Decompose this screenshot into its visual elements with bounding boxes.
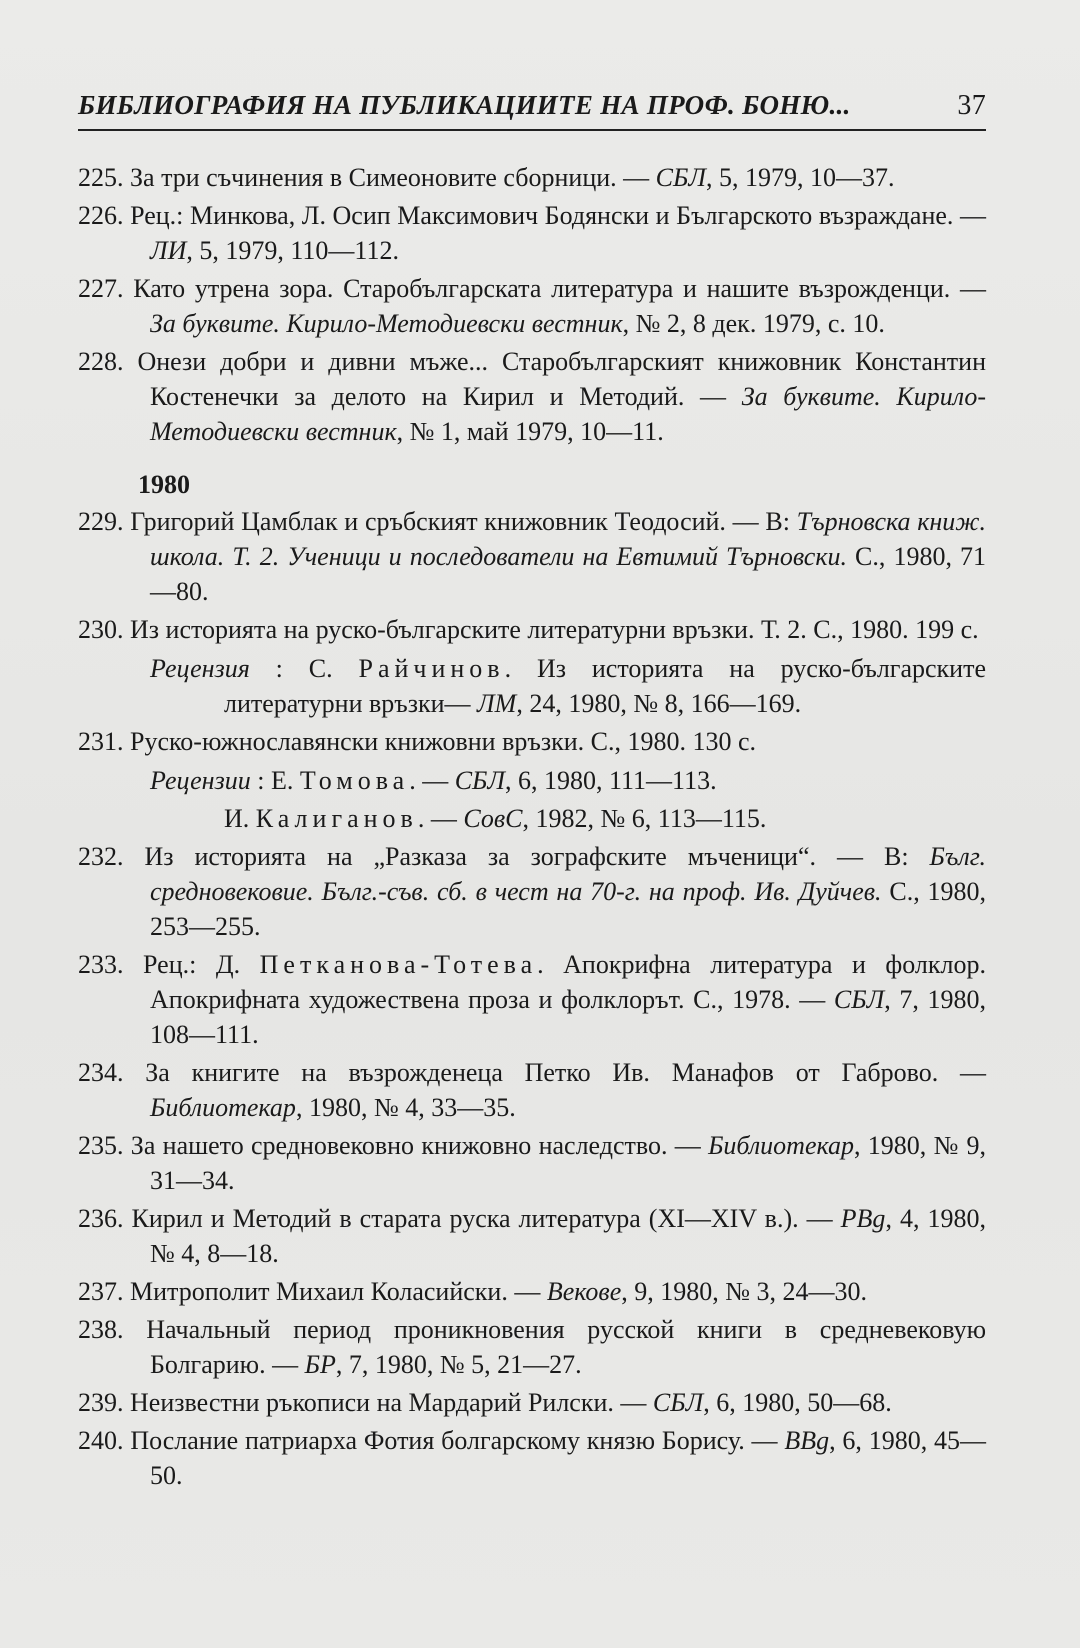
year-heading: 1980 [138, 470, 190, 499]
entry-237: 237. Митрополит Михаил Коласийски. — Векове, 9, 1980, № 3, 24—30. [78, 1277, 868, 1306]
entry-225: 225. За три съчинения в Симеоновите сборници. — СБЛ, 5, 1979, 10—37. [78, 163, 895, 192]
header-title: БИБЛИОГРАФИЯ НА ПУБЛИКАЦИИТЕ НА ПРОФ. БОНЮ... [78, 90, 851, 120]
entry-235: 235. За нашето средновековно книжовно наследство. — Библиотекар, 1980, № 9, 31—34. [78, 1131, 986, 1195]
page-number: 37 [957, 90, 986, 121]
entry-231: 231. Руско-южнославянски книжовни връзки. С., 1980. 130 с. [78, 727, 757, 756]
entry-239: 239. Неизвестни ръкописи на Мардарий Рилски. — СБЛ, 6, 1980, 50—68. [78, 1388, 892, 1417]
review-230: Рецензия : С. Райчинов. Из историята на руско-българските литературни връзки— ЛМ, 24, 1980, № 8, 166—169. [150, 654, 986, 718]
entry-233: 233. Рец.: Д. Петканова-Тотева. Апокрифна литература и фолклор. Апокрифната художествена проза и фолклорът. С., 1978. — СБЛ, 7, 1980, 108—111. [78, 950, 987, 1049]
entry-240: 240. Послание патриарха Фотия болгарскому князю Борису. — BBg, 6, 1980, 45—50. [78, 1426, 987, 1490]
entry-232: 232. Из историята на „Разказа за зографските мъченици“. — В: Бълг. средновековие. Бълг.-съв. сб. в чест на 70-г. на проф. Ив. Дуйчев. С., 1980, 253—255. [78, 842, 987, 941]
entry-234: 234. За книгите на възрожденеца Петко Ив. Манафов от Габрово. — Библиотекар, 1980, № 4, 33—35. [78, 1058, 986, 1122]
entry-227: 227. Като утрена зора. Старобългарската литература и нашите възрожденци. — За буквите. Кирило-Методиевски вестник, № 2, 8 дек. 1979, с. 10. [78, 274, 986, 338]
entry-229: 229. Григорий Цамблак и сръбският книжовник Теодосий. — В: Търновска книж. школа. Т. 2. Ученици и последователи на Евтимий Търновски. С., 1980, 71—80. [78, 507, 986, 606]
entry-228: 228. Онези добри и дивни мъже... Старобългарският книжовник Константин Костенечки за делото на Кирил и Методий. — За буквите. Кирило-Методиевски вестник, № 1, май 1979, 10—11. [78, 347, 987, 446]
entry-238: 238. Начальный период проникновения русской книги в средневековую Болгарию. — БР, 7, 1980, № 5, 21—27. [78, 1315, 987, 1379]
bibliography-list [78, 160, 986, 1496]
entry-226: 226. Рец.: Минкова, Л. Осип Максимович Бодянски и Българското възраждане. — ЛИ, 5, 1979, 110—112. [78, 201, 986, 265]
review-231b: И. Калиганов. — СовС, 1982, № 6, 113—115. [224, 804, 767, 833]
review-231a: Рецензии : Е. Томова. — СБЛ, 6, 1980, 111—113. [150, 766, 717, 795]
running-header [78, 90, 986, 121]
entry-236: 236. Кирил и Методий в старата руска литература (XI—XIV в.). — PBg, 4, 1980, № 4, 8—18. [78, 1204, 987, 1268]
entry-230: 230. Из историята на руско-българските литературни връзки. Т. 2. С., 1980. 199 с. [78, 615, 979, 644]
header-rule [78, 129, 986, 131]
